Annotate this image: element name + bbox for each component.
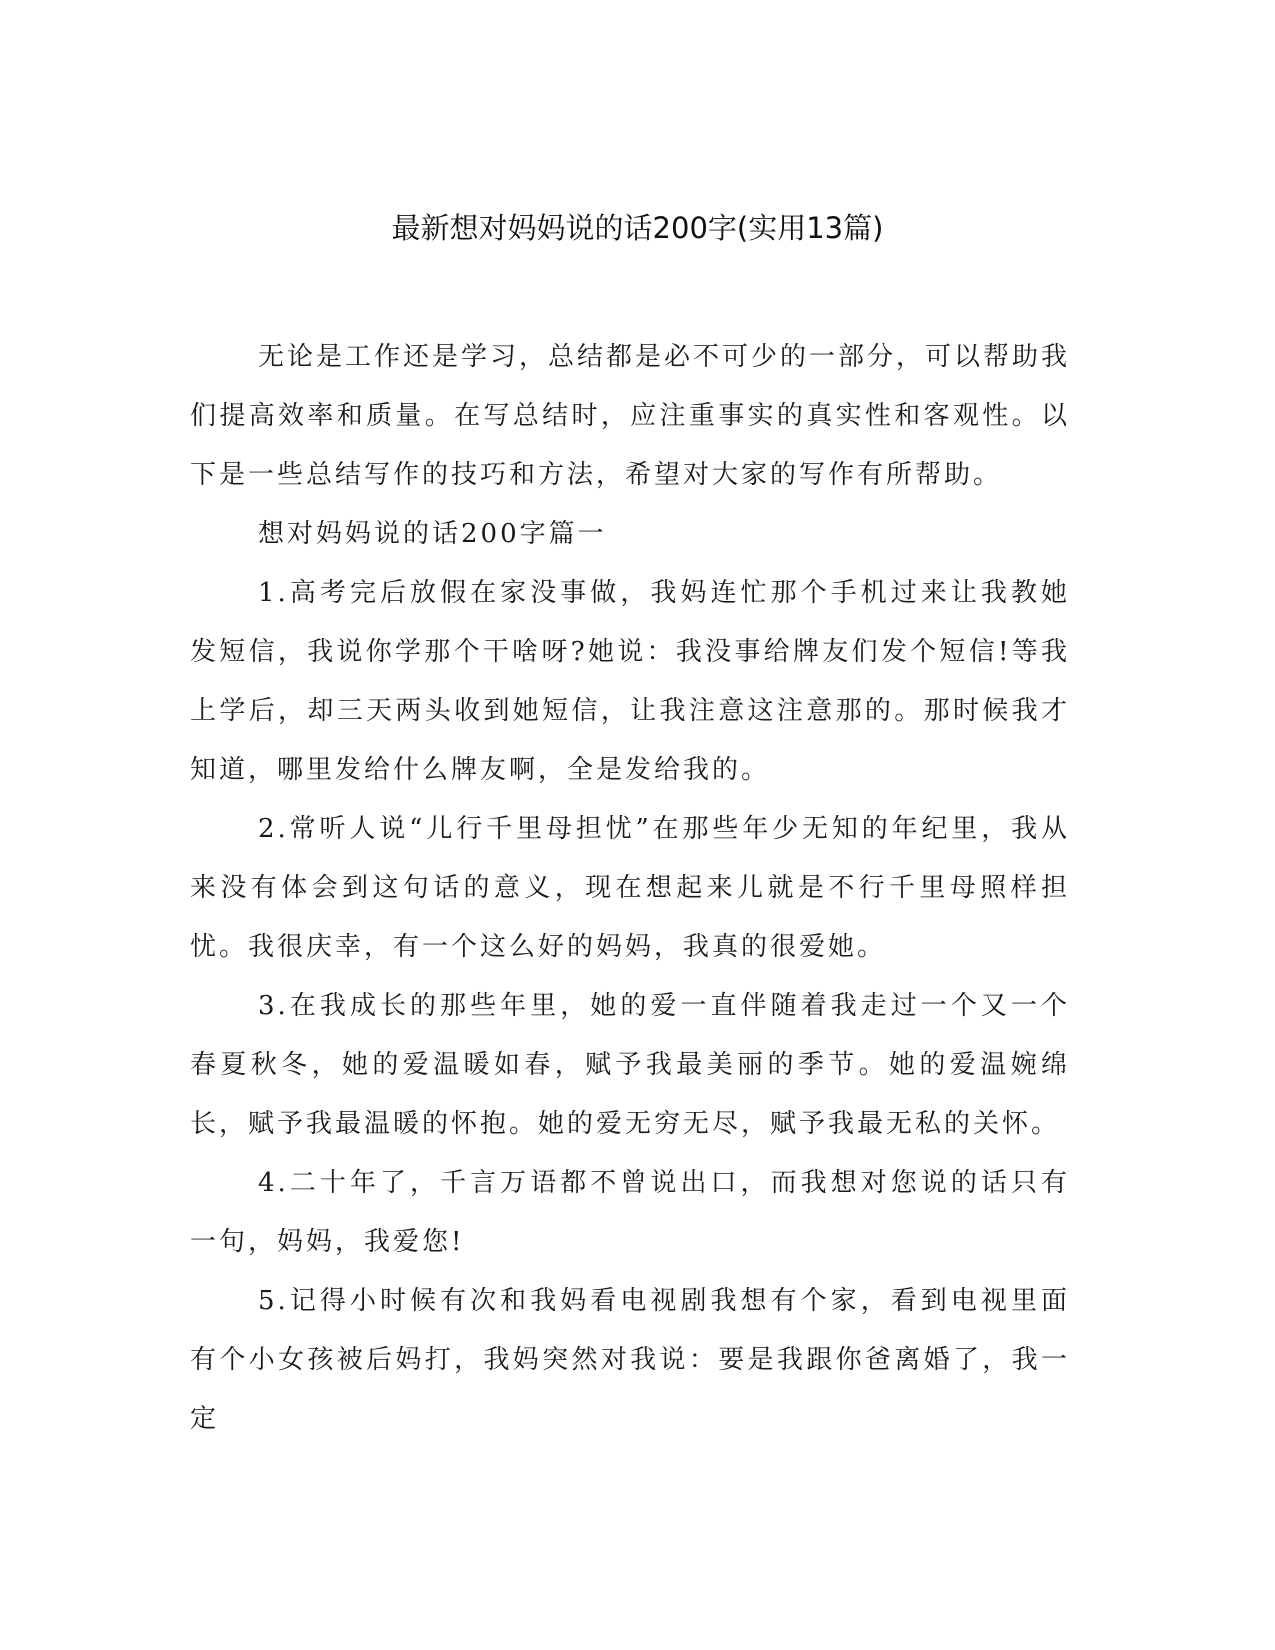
intro-paragraph: 无论是工作还是学习，总结都是必不可少的一部分，可以帮助我们提高效率和质量。在写总结时，应注重事实的真实性和客观性。以下是一些总结写作的技巧和方法，希望对大家的写作有所帮助。 — [190, 342, 1071, 490]
document-title: 最新想对妈妈说的话200字(实用13篇) — [391, 211, 884, 245]
paragraph-item-2: 2.常听人说“儿行千里母担忧”在那些年少无知的年纪里，我从来没有体会到这句话的意义，现在想起来儿就是不行千里母照样担忧。我很庆幸，有一个这么好的妈妈，我真的很爱她。 — [190, 814, 1070, 962]
paragraph-item-5: 5.记得小时候有次和我妈看电视剧我想有个家，看到电视里面有个小女孩被后妈打，我妈突然对我说：要是我跟你爸离婚了，我一定 — [190, 1286, 1070, 1434]
paragraph-item-3: 3.在我成长的那些年里，她的爱一直伴随着我走过一个又一个春夏秋冬，她的爱温暖如春，赋予我最美丽的季节。她的爱温婉绵长，赋予我最温暖的怀抱。她的爱无穷无尽，赋予我最无私的关怀。 — [190, 991, 1070, 1139]
section-heading: 想对妈妈说的话200字篇一 — [258, 519, 607, 549]
document-body — [190, 328, 1070, 1449]
paragraph-item-4: 4.二十年了，千言万语都不曾说出口，而我想对您说的话只有一句，妈妈，我爱您! — [190, 1168, 1070, 1257]
paragraph-item-1: 1.高考完后放假在家没事做，我妈连忙那个手机过来让我教她发短信，我说你学那个干啥呀?她说：我没事给牌友们发个短信!等我上学后，却三天两头收到她短信，让我注意这注意那的。那时候我才知道，哪里发给什么牌友啊，全是发给我的。 — [190, 578, 1070, 785]
